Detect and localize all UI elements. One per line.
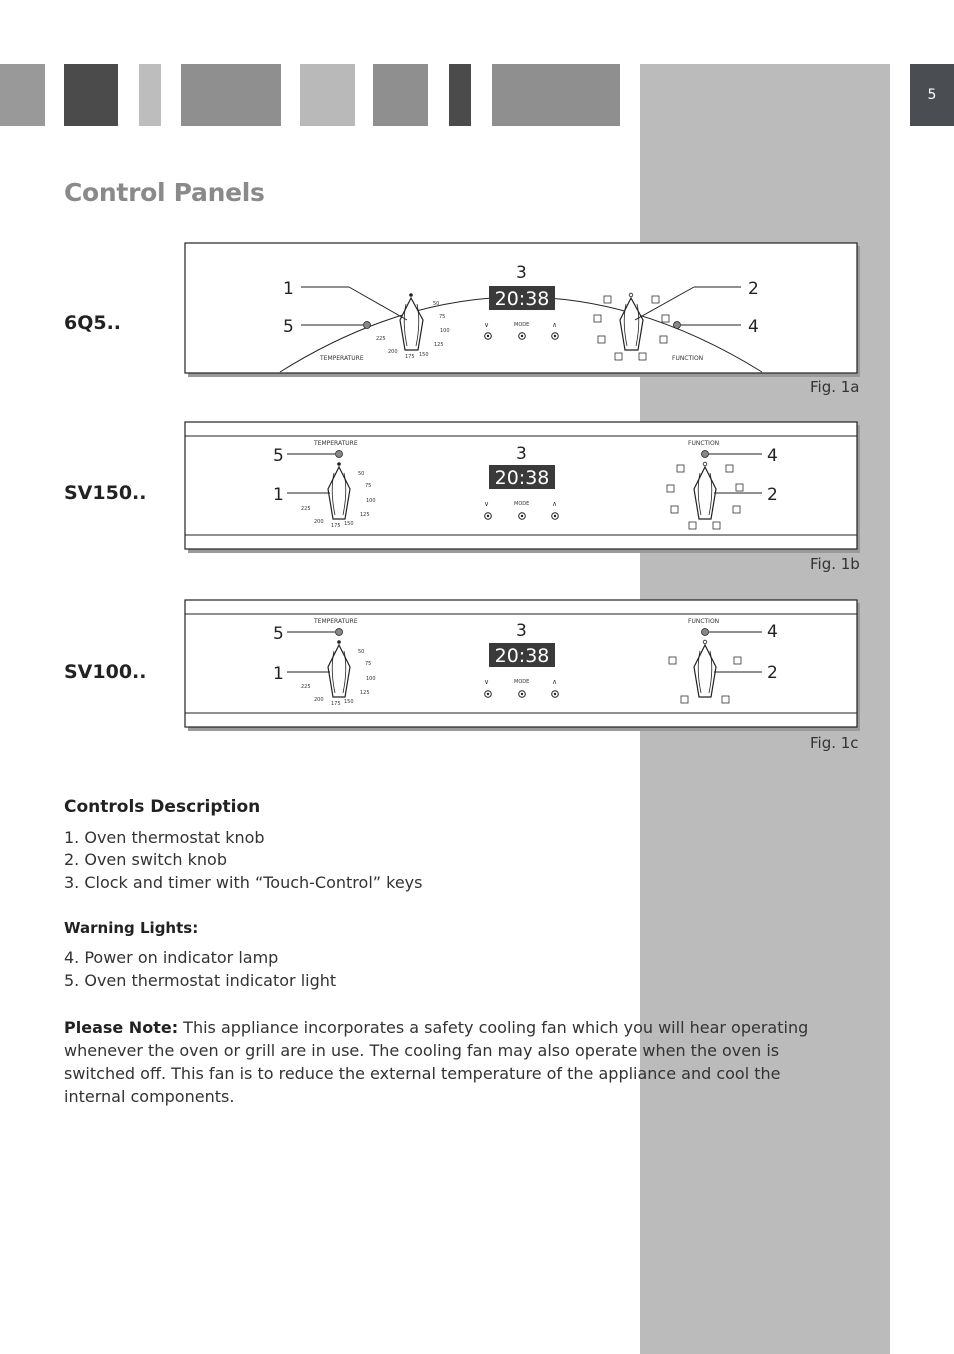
figure-caption-1b: Fig. 1b [810,555,860,573]
figure-caption-1a: Fig. 1a [810,378,860,396]
callout-1: 1 [273,485,284,505]
temp-scale-label: 125 [360,690,370,696]
callout-4: 4 [748,317,759,337]
header-bar-1 [0,64,45,126]
warning-item-4: 4. Power on indicator lamp [64,948,279,967]
warning-item-5: 5. Oven thermostat indicator light [64,971,337,990]
temp-scale-label: 50 [358,649,365,655]
control-panel-diagram-sv100 [184,599,862,735]
thermostat-indicator-light [336,451,343,458]
control-panel-diagram-sv150 [184,421,862,557]
callout-3: 3 [516,444,527,464]
please-note-label: Please Note: [64,1018,179,1037]
temp-scale-label: 75 [439,314,446,320]
model-label-sv100: SV100.. [64,661,147,683]
function-label: FUNCTION [688,618,720,625]
clock-display-text: 20:38 [494,288,550,310]
callout-3: 3 [516,263,527,283]
temp-scale-label: 75 [365,483,372,489]
clock-display-text: 20:38 [494,645,550,667]
header-bar-8 [492,64,620,126]
temp-scale-label: 225 [301,506,311,512]
up-arrow-icon: ∧ [552,678,558,686]
callout-4: 4 [767,446,778,466]
callout-1: 1 [273,664,284,684]
controls-description-heading: Controls Description [64,797,261,817]
page-title: Control Panels [64,178,265,207]
mode-label: MODE [514,322,530,328]
temp-scale-label: 225 [301,684,311,690]
please-note-text: This appliance incorporates a safety cooling fan which you will hear operating whenever the oven or grill are in use. The cooling fan may also operate when the oven is switched off. This fan is to reduce the external temperature of the appliance and cool the internal components. [64,1018,809,1106]
temp-scale-label: 75 [365,661,372,667]
callout-1: 1 [283,279,294,299]
temp-scale-label: 200 [314,519,324,525]
temp-scale-label: 150 [419,352,429,358]
power-indicator-lamp [702,629,709,636]
temperature-label: TEMPERATURE [314,618,358,625]
down-arrow-icon: ∨ [484,678,490,686]
temp-scale-label: 100 [366,676,376,682]
controls-item-3: 3. Clock and timer with “Touch-Control” keys [64,873,423,892]
callout-2: 2 [767,485,778,505]
callout-2: 2 [748,279,759,299]
callout-5: 5 [273,446,284,466]
clock-display-text: 20:38 [494,467,550,489]
header-bar-3 [139,64,161,126]
temp-scale-label: 100 [366,498,376,504]
temp-scale-label: 100 [440,328,450,334]
down-arrow-icon: ∨ [484,500,490,508]
header-bar-5 [300,64,355,126]
page-number: 5 [910,64,954,126]
temp-scale-label: 200 [388,349,398,355]
controls-item-1: 1. Oven thermostat knob [64,828,265,847]
up-arrow-icon: ∧ [552,321,558,329]
callout-3: 3 [516,621,527,641]
model-label-sv150: SV150.. [64,482,147,504]
temp-scale-label: 50 [433,301,440,307]
callout-5: 5 [283,317,294,337]
temp-scale-label: 175 [331,523,341,529]
temp-scale-label: 150 [344,699,354,705]
temp-scale-label: 150 [344,521,354,527]
power-indicator-lamp [702,451,709,458]
temperature-label: TEMPERATURE [320,355,364,362]
please-note-paragraph [64,1016,844,1108]
temp-scale-label: 125 [434,342,444,348]
header-bar-7 [449,64,471,126]
temp-scale-label: 50 [358,471,365,477]
temp-scale-label: 125 [360,512,370,518]
temp-scale-label: 175 [331,701,341,707]
callout-4: 4 [767,622,778,642]
power-indicator-lamp [674,322,681,329]
temp-scale-label: 200 [314,697,324,703]
down-arrow-icon: ∨ [484,321,490,329]
function-label: FUNCTION [672,355,704,362]
mode-label: MODE [514,679,530,685]
temp-scale-label: 225 [376,336,386,342]
figure-caption-1c: Fig. 1c [810,734,859,752]
temperature-label: TEMPERATURE [314,440,358,447]
model-label-6q5: 6Q5.. [64,312,122,334]
thermostat-indicator-light [336,629,343,636]
warning-lights-heading: Warning Lights: [64,919,199,937]
up-arrow-icon: ∧ [552,500,558,508]
header-bar-2 [64,64,118,126]
header-bar-6 [373,64,428,126]
callout-2: 2 [767,663,778,683]
callout-5: 5 [273,624,284,644]
thermostat-indicator-light [364,322,371,329]
mode-label: MODE [514,501,530,507]
control-panel-diagram-6q5 [184,242,862,378]
temp-scale-label: 175 [405,354,415,360]
controls-item-2: 2. Oven switch knob [64,850,227,869]
function-label: FUNCTION [688,440,720,447]
header-bar-4 [181,64,281,126]
